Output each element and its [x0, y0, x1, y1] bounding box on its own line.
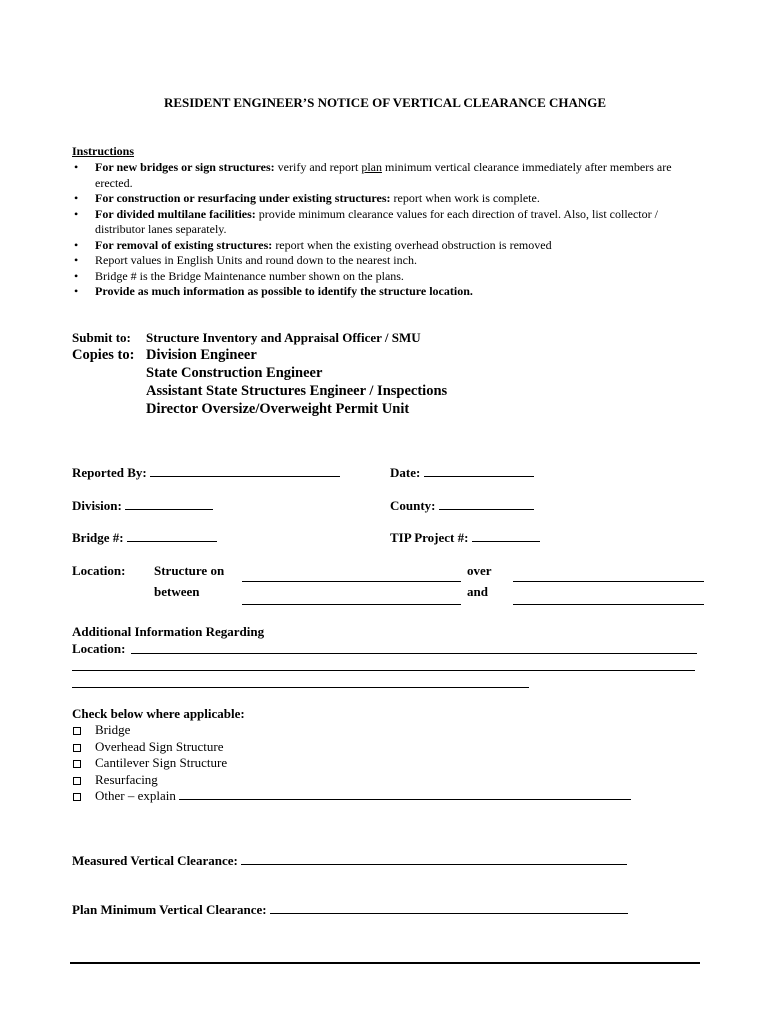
tip-project-label: TIP Project #: — [390, 530, 469, 545]
structure-on-line[interactable] — [242, 581, 461, 582]
bridge-line[interactable] — [127, 530, 217, 542]
instruction-text: report when the existing overhead obstruction is removed — [272, 237, 552, 252]
checkbox[interactable] — [73, 727, 81, 735]
additional-info-label: Additional Information Regarding — [72, 624, 265, 639]
instruction-text: provide minimum clearance values for each direction of travel. Also, list collector / distributor lanes separately. — [95, 206, 658, 236]
reported-by-field[interactable] — [72, 465, 340, 481]
copies-recipient: Division Engineer — [146, 347, 257, 363]
division-label: Division: — [72, 498, 122, 513]
county-field[interactable] — [390, 498, 534, 514]
instruction-item — [72, 284, 692, 300]
date-label: Date: — [390, 465, 421, 480]
checklist-item[interactable] — [72, 772, 631, 789]
checklist-item[interactable] — [72, 755, 631, 772]
submit-to-value: Structure Inventory and Appraisal Officer / SMU — [146, 330, 421, 345]
measured-clearance-field[interactable] — [72, 853, 627, 869]
and-line[interactable] — [513, 604, 704, 605]
checkbox[interactable] — [73, 744, 81, 752]
bridge-field[interactable] — [72, 530, 217, 546]
date-field[interactable] — [390, 465, 534, 481]
over-label: over — [467, 563, 492, 578]
division-line[interactable] — [125, 498, 213, 510]
additional-location-label: Location: — [72, 641, 126, 656]
instruction-item — [72, 238, 692, 254]
checklist-item[interactable] — [72, 788, 631, 805]
instructions-list — [72, 160, 692, 300]
measured-clearance-label: Measured Vertical Clearance: — [72, 853, 238, 868]
checklist-item[interactable] — [72, 739, 631, 756]
reported-by-label: Reported By: — [72, 465, 147, 480]
additional-info-line[interactable] — [72, 687, 529, 688]
other-explain-line[interactable] — [179, 788, 631, 800]
checkbox[interactable] — [73, 760, 81, 768]
checklist — [72, 722, 631, 805]
additional-info-line[interactable] — [131, 653, 697, 654]
submit-to-label: Submit to: — [72, 330, 131, 345]
instruction-bold: Provide as much information as possible to identify the structure location. — [95, 284, 473, 298]
instruction-item — [72, 191, 692, 207]
checkbox[interactable] — [73, 777, 81, 785]
checkbox[interactable] — [73, 793, 81, 801]
instruction-text: minimum vertical clearance immediately after members are erected. — [95, 160, 672, 190]
tip-project-field[interactable] — [390, 530, 540, 546]
checklist-item[interactable] — [72, 722, 631, 739]
instructions-heading: Instructions — [72, 144, 135, 158]
measured-clearance-line[interactable] — [241, 853, 627, 865]
division-field[interactable] — [72, 498, 213, 514]
plan-min-clearance-field[interactable] — [72, 902, 628, 918]
checklist-label: Other – explain — [95, 788, 176, 803]
instruction-bold: For new bridges or sign structures: — [95, 160, 275, 174]
copies-recipient: State Construction Engineer — [146, 365, 323, 381]
instruction-bold: For divided multilane facilities: — [95, 206, 256, 221]
county-label: County: — [390, 498, 436, 513]
checklist-label: Overhead Sign Structure — [95, 738, 224, 754]
checklist-label: Bridge — [95, 722, 131, 737]
instruction-text: Bridge # is the Bridge Maintenance number shown on the plans. — [95, 268, 404, 283]
instruction-item — [72, 207, 692, 238]
instruction-item — [72, 269, 692, 285]
and-label: and — [467, 584, 488, 599]
instruction-text: Report values in English Units and round down to the nearest inch. — [95, 253, 417, 267]
copies-recipient: Director Oversize/Overweight Permit Unit — [146, 401, 410, 417]
reported-by-line[interactable] — [150, 465, 340, 477]
checklist-label: Resurfacing — [95, 771, 158, 787]
date-line[interactable] — [424, 465, 534, 477]
copies-to-label: Copies to: — [72, 347, 135, 363]
instruction-bold: For removal of existing structures: — [95, 237, 273, 252]
county-line[interactable] — [439, 498, 534, 510]
bridge-label: Bridge #: — [72, 530, 124, 545]
instruction-item — [72, 160, 692, 191]
between-label: between — [154, 584, 200, 599]
page-title: RESIDENT ENGINEER’S NOTICE OF VERTICAL CLEARANCE CHANGE — [163, 95, 607, 110]
additional-info-line[interactable] — [72, 670, 695, 671]
tip-project-line[interactable] — [472, 530, 540, 542]
instruction-item — [72, 253, 692, 269]
checklist-heading: Check below where applicable: — [72, 706, 245, 721]
structure-on-label: Structure on — [154, 563, 225, 578]
footer-rule — [70, 962, 700, 964]
plan-min-clearance-line[interactable] — [270, 902, 628, 914]
plan-min-clearance-label: Plan Minimum Vertical Clearance: — [72, 902, 267, 917]
over-line[interactable] — [513, 581, 704, 582]
instruction-text: verify and report — [274, 160, 362, 174]
location-label: Location: — [72, 563, 126, 578]
copies-recipient: Assistant State Structures Engineer / Inspections — [146, 383, 448, 399]
instruction-bold: For construction or resurfacing under existing structures: — [95, 191, 391, 205]
checklist-label: Cantilever Sign Structure — [95, 755, 228, 770]
instruction-text: report when work is complete. — [390, 191, 540, 205]
between-line[interactable] — [242, 604, 461, 605]
instruction-underlined: plan — [361, 160, 382, 174]
